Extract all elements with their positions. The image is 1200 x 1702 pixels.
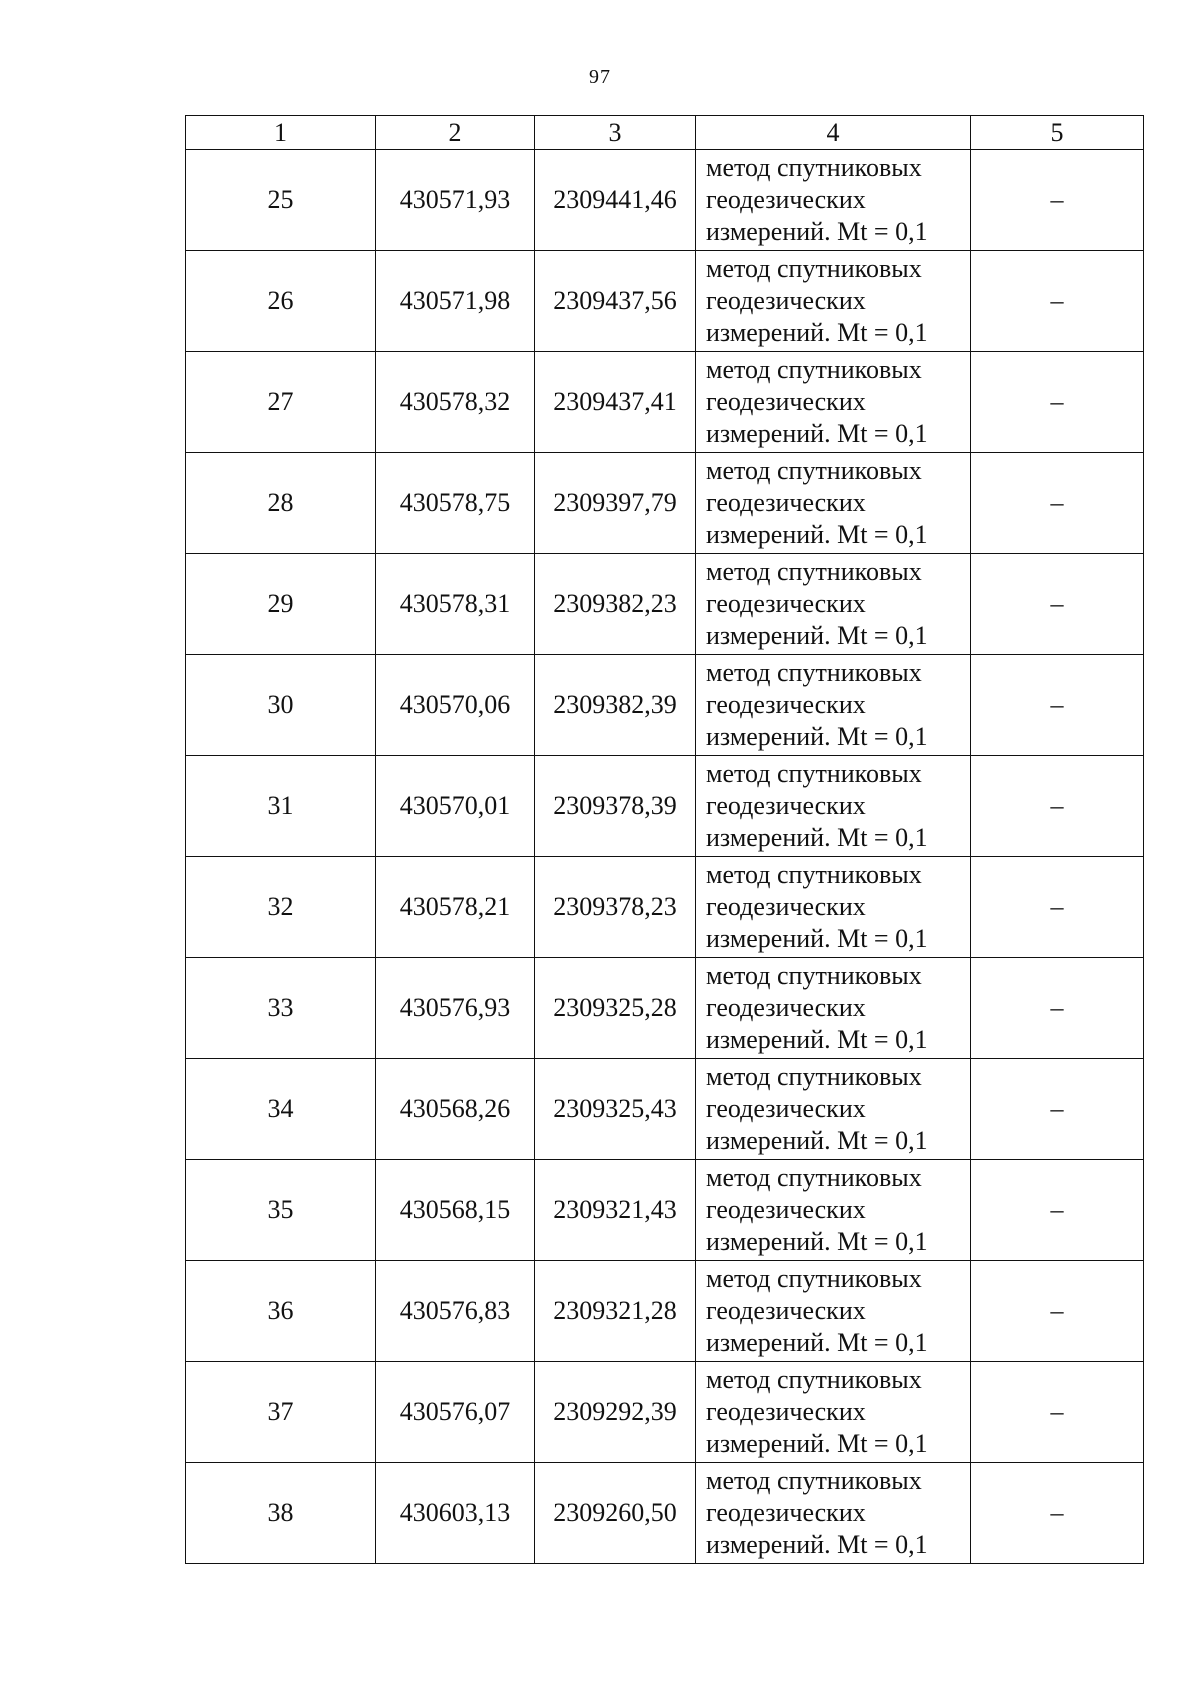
- table-row: [186, 150, 1144, 251]
- method-line-1: метод спутниковых: [706, 961, 922, 990]
- note-cell: –: [971, 655, 1144, 756]
- note-cell: –: [971, 352, 1144, 453]
- point-number-cell: 30: [186, 655, 376, 756]
- header-col-4: 4: [696, 116, 971, 150]
- y-coordinate-cell: 2309378,39: [535, 756, 696, 857]
- y-coordinate-cell: 2309378,23: [535, 857, 696, 958]
- method-line-2: геодезических: [706, 1498, 866, 1527]
- method-line-2: геодезических: [706, 690, 866, 719]
- note-cell: –: [971, 251, 1144, 352]
- table-row: [186, 1261, 1144, 1362]
- method-line-3: измерений. Mt = 0,1: [706, 1429, 928, 1458]
- method-cell: [696, 1059, 971, 1160]
- method-line-1: метод спутниковых: [706, 1466, 922, 1495]
- x-coordinate-cell: 430568,15: [376, 1160, 535, 1261]
- point-number-cell: 27: [186, 352, 376, 453]
- y-coordinate-cell: 2309437,41: [535, 352, 696, 453]
- y-coordinate-cell: 2309437,56: [535, 251, 696, 352]
- x-coordinate-cell: 430603,13: [376, 1463, 535, 1564]
- table-row: [186, 857, 1144, 958]
- x-coordinate-cell: 430578,31: [376, 554, 535, 655]
- method-line-1: метод спутниковых: [706, 1264, 922, 1293]
- y-coordinate-cell: 2309325,28: [535, 958, 696, 1059]
- method-cell: [696, 1463, 971, 1564]
- method-line-2: геодезических: [706, 1195, 866, 1224]
- note-cell: –: [971, 958, 1144, 1059]
- y-coordinate-cell: 2309325,43: [535, 1059, 696, 1160]
- point-number-cell: 37: [186, 1362, 376, 1463]
- method-line-2: геодезических: [706, 185, 866, 214]
- header-col-1: 1: [186, 116, 376, 150]
- point-number-cell: 35: [186, 1160, 376, 1261]
- table-header-row: [186, 116, 1144, 150]
- point-number-cell: 33: [186, 958, 376, 1059]
- x-coordinate-cell: 430571,93: [376, 150, 535, 251]
- header-col-2: 2: [376, 116, 535, 150]
- method-line-3: измерений. Mt = 0,1: [706, 621, 928, 650]
- x-coordinate-cell: 430576,93: [376, 958, 535, 1059]
- method-line-2: геодезических: [706, 589, 866, 618]
- y-coordinate-cell: 2309321,43: [535, 1160, 696, 1261]
- x-coordinate-cell: 430576,07: [376, 1362, 535, 1463]
- table-row: [186, 958, 1144, 1059]
- header-col-3: 3: [535, 116, 696, 150]
- table-row: [186, 1059, 1144, 1160]
- y-coordinate-cell: 2309260,50: [535, 1463, 696, 1564]
- point-number-cell: 28: [186, 453, 376, 554]
- method-line-3: измерений. Mt = 0,1: [706, 722, 928, 751]
- header-col-5: 5: [971, 116, 1144, 150]
- method-cell: [696, 1261, 971, 1362]
- method-line-3: измерений. Mt = 0,1: [706, 924, 928, 953]
- note-cell: –: [971, 756, 1144, 857]
- method-line-1: метод спутниковых: [706, 557, 922, 586]
- note-cell: –: [971, 1261, 1144, 1362]
- point-number-cell: 36: [186, 1261, 376, 1362]
- note-cell: –: [971, 1463, 1144, 1564]
- point-number-cell: 34: [186, 1059, 376, 1160]
- table-row: [186, 352, 1144, 453]
- method-line-3: измерений. Mt = 0,1: [706, 1227, 928, 1256]
- page-number: 97: [589, 66, 611, 88]
- table-row: [186, 655, 1144, 756]
- y-coordinate-cell: 2309441,46: [535, 150, 696, 251]
- note-cell: –: [971, 1059, 1144, 1160]
- point-number-cell: 38: [186, 1463, 376, 1564]
- point-number-cell: 31: [186, 756, 376, 857]
- note-cell: –: [971, 554, 1144, 655]
- method-cell: [696, 150, 971, 251]
- table-body: [186, 150, 1144, 1564]
- method-line-1: метод спутниковых: [706, 1365, 922, 1394]
- method-cell: [696, 655, 971, 756]
- method-cell: [696, 352, 971, 453]
- note-cell: –: [971, 1362, 1144, 1463]
- method-line-3: измерений. Mt = 0,1: [706, 1126, 928, 1155]
- x-coordinate-cell: 430570,01: [376, 756, 535, 857]
- y-coordinate-cell: 2309321,28: [535, 1261, 696, 1362]
- method-line-1: метод спутниковых: [706, 860, 922, 889]
- x-coordinate-cell: 430578,32: [376, 352, 535, 453]
- x-coordinate-cell: 430578,75: [376, 453, 535, 554]
- method-line-2: геодезических: [706, 1296, 866, 1325]
- method-line-2: геодезических: [706, 286, 866, 315]
- method-line-3: измерений. Mt = 0,1: [706, 217, 928, 246]
- x-coordinate-cell: 430578,21: [376, 857, 535, 958]
- method-line-1: метод спутниковых: [706, 254, 922, 283]
- method-line-1: метод спутниковых: [706, 658, 922, 687]
- method-cell: [696, 958, 971, 1059]
- method-line-3: измерений. Mt = 0,1: [706, 823, 928, 852]
- table-row: [186, 756, 1144, 857]
- table-row: [186, 251, 1144, 352]
- note-cell: –: [971, 857, 1144, 958]
- method-line-3: измерений. Mt = 0,1: [706, 1328, 928, 1357]
- point-number-cell: 29: [186, 554, 376, 655]
- point-number-cell: 32: [186, 857, 376, 958]
- method-cell: [696, 453, 971, 554]
- method-line-3: измерений. Mt = 0,1: [706, 1025, 928, 1054]
- x-coordinate-cell: 430576,83: [376, 1261, 535, 1362]
- method-line-2: геодезических: [706, 892, 866, 921]
- table-row: [186, 1463, 1144, 1564]
- y-coordinate-cell: 2309382,39: [535, 655, 696, 756]
- method-cell: [696, 1362, 971, 1463]
- method-line-1: метод спутниковых: [706, 456, 922, 485]
- method-line-1: метод спутниковых: [706, 1163, 922, 1192]
- note-cell: –: [971, 1160, 1144, 1261]
- method-line-1: метод спутниковых: [706, 355, 922, 384]
- method-line-2: геодезических: [706, 387, 866, 416]
- y-coordinate-cell: 2309292,39: [535, 1362, 696, 1463]
- method-line-2: геодезических: [706, 1397, 866, 1426]
- table-row: [186, 1362, 1144, 1463]
- x-coordinate-cell: 430571,98: [376, 251, 535, 352]
- note-cell: –: [971, 453, 1144, 554]
- x-coordinate-cell: 430570,06: [376, 655, 535, 756]
- table-row: [186, 453, 1144, 554]
- method-cell: [696, 251, 971, 352]
- method-line-3: измерений. Mt = 0,1: [706, 419, 928, 448]
- method-line-2: геодезических: [706, 791, 866, 820]
- y-coordinate-cell: 2309382,23: [535, 554, 696, 655]
- table-row: [186, 554, 1144, 655]
- method-cell: [696, 857, 971, 958]
- method-line-2: геодезических: [706, 488, 866, 517]
- method-line-1: метод спутниковых: [706, 759, 922, 788]
- method-line-2: геодезических: [706, 1094, 866, 1123]
- method-line-3: измерений. Mt = 0,1: [706, 1530, 928, 1559]
- note-cell: –: [971, 150, 1144, 251]
- method-line-1: метод спутниковых: [706, 1062, 922, 1091]
- y-coordinate-cell: 2309397,79: [535, 453, 696, 554]
- point-number-cell: 25: [186, 150, 376, 251]
- x-coordinate-cell: 430568,26: [376, 1059, 535, 1160]
- table-row: [186, 1160, 1144, 1261]
- method-cell: [696, 554, 971, 655]
- method-line-3: измерений. Mt = 0,1: [706, 520, 928, 549]
- method-line-3: измерений. Mt = 0,1: [706, 318, 928, 347]
- method-line-2: геодезических: [706, 993, 866, 1022]
- coordinates-table: [185, 115, 1144, 1564]
- point-number-cell: 26: [186, 251, 376, 352]
- method-cell: [696, 756, 971, 857]
- method-line-1: метод спутниковых: [706, 153, 922, 182]
- method-cell: [696, 1160, 971, 1261]
